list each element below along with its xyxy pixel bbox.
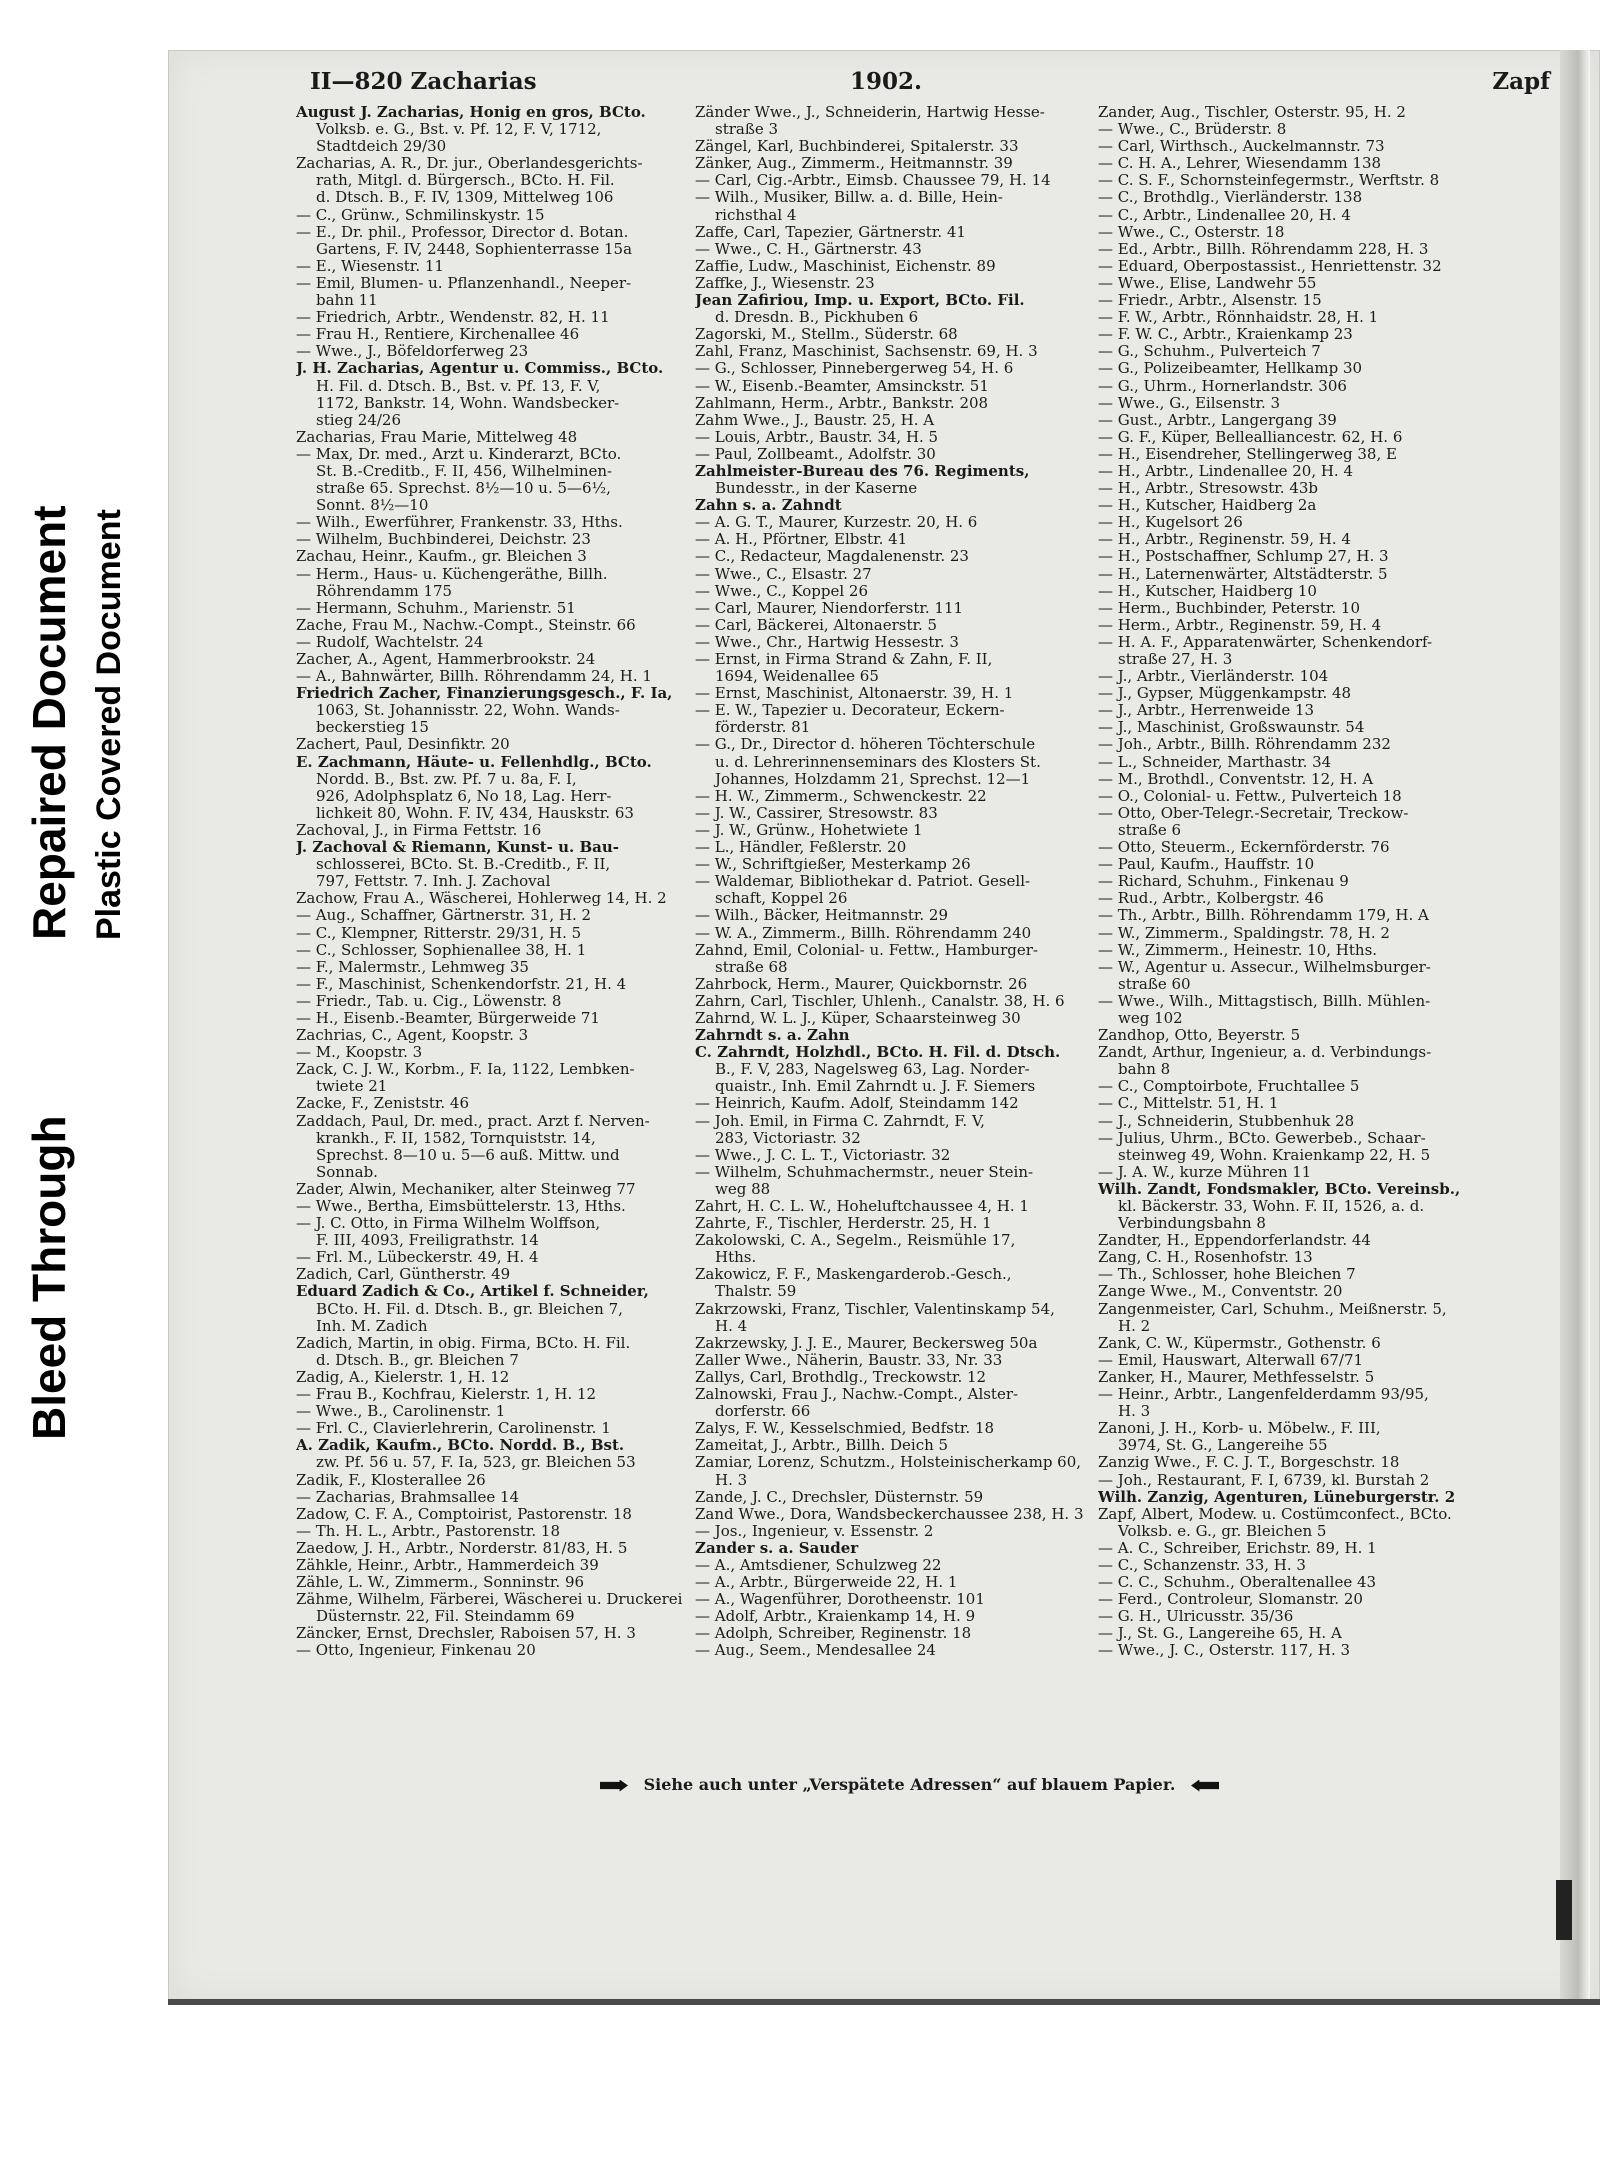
- directory-entry: — G. F., Küper, Bellealliancestr. 62, H. 6: [1098, 428, 1403, 446]
- directory-entry: — Wwe., C., Brüderstr. 8: [1098, 121, 1287, 139]
- directory-entry: — M., Koopstr. 3: [296, 1044, 423, 1062]
- directory-entry: — Max, Dr. med., Arzt u. Kinderarzt, BCto.: [296, 445, 622, 463]
- directory-entry: — Aug., Schaffner, Gärtnerstr. 31, H. 2: [296, 907, 592, 925]
- header-right: Zapf: [1492, 68, 1550, 95]
- directory-entry: Zaffke, J., Wiesenstr. 23: [695, 274, 875, 292]
- directory-entry: Zacharias, Frau Marie, Mittelweg 48: [296, 428, 578, 446]
- directory-entry: Zahn s. a. Zahndt: [695, 497, 842, 515]
- directory-entry: — A., Wagenführer, Dorotheenstr. 101: [695, 1591, 985, 1609]
- header-left: II—820 Zacharias: [310, 68, 537, 95]
- directory-entry: 1063, St. Johannisstr. 22, Wohn. Wands-: [316, 702, 620, 720]
- directory-entry: — Gust., Arbtr., Langergang 39: [1098, 411, 1337, 429]
- directory-entry: Zanoni, J. H., Korb- u. Möbelw., F. III,: [1098, 1420, 1381, 1438]
- directory-entry: Zahrn, Carl, Tischler, Uhlenh., Canalstr. 38, H. 6: [695, 992, 1065, 1010]
- directory-entry: Zaffe, Carl, Tapezier, Gärtnerstr. 41: [695, 223, 966, 241]
- directory-entry: — F., Maschinist, Schenkendorfstr. 21, H. 4: [296, 975, 627, 993]
- directory-entry: — L., Händler, Feßlerstr. 20: [695, 839, 907, 857]
- directory-entry: — Wwe., B., Carolinenstr. 1: [296, 1403, 506, 1421]
- directory-entry: Inh. M. Zadich: [316, 1317, 428, 1335]
- directory-entry: — J., St. G., Langereihe 65, H. A: [1098, 1625, 1342, 1643]
- directory-entry: Zadow, C. F. A., Comptoirist, Pastorenstr. 18: [296, 1505, 632, 1523]
- directory-entry: BCto. H. Fil. d. Dtsch. B., gr. Bleichen 7,: [316, 1300, 623, 1318]
- pointing-hand-icon: [1191, 1780, 1219, 1792]
- directory-entry: — C. H. A., Lehrer, Wiesendamm 138: [1098, 155, 1382, 173]
- directory-entry: kl. Bäckerstr. 33, Wohn. F. II, 1526, a. d.: [1118, 1198, 1425, 1215]
- directory-entry: Zand Wwe., Dora, Wandsbeckerchaussee 238, H. 3: [695, 1505, 1084, 1523]
- directory-entry: — H., Kutscher, Haidberg 10: [1098, 582, 1317, 600]
- directory-entry: Zachert, Paul, Desinfiktr. 20: [296, 736, 510, 754]
- directory-entry: — Aug., Seem., Mendesallee 24: [695, 1642, 936, 1660]
- directory-entry: — F. W. C., Arbtr., Kraienkamp 23: [1098, 326, 1353, 344]
- directory-entry: Zaddach, Paul, Dr. med., pract. Arzt f. Nerven-: [296, 1112, 650, 1130]
- directory-entry: Zähle, L. W., Zimmerm., Sonninstr. 96: [296, 1574, 585, 1592]
- directory-entry: — Wwe., J. C. L. T., Victoriastr. 32: [695, 1146, 951, 1164]
- directory-entry: Sprechst. 8—10 u. 5—6 auß. Mittw. und: [316, 1146, 620, 1164]
- directory-entry: — W., Eisenb.-Beamter, Amsinckstr. 51: [695, 377, 989, 395]
- directory-entry: — Th. H. L., Arbtr., Pastorenstr. 18: [296, 1522, 561, 1540]
- directory-entry: — C. C., Schuhm., Oberaltenallee 43: [1098, 1574, 1377, 1592]
- directory-entry: Wilh. Zanzig, Agenturen, Lüneburgerstr. 2: [1098, 1488, 1456, 1506]
- directory-entry: — Wilhelm, Buchbinderei, Deichstr. 23: [296, 531, 591, 549]
- directory-entry: Röhrendamm 175: [316, 582, 453, 600]
- directory-entry: Thalstr. 59: [715, 1283, 797, 1301]
- directory-entry: Zachrias, C., Agent, Koopstr. 3: [296, 1027, 529, 1045]
- directory-entry: — C., Schanzenstr. 33, H. 3: [1098, 1556, 1306, 1574]
- directory-entry: — H., Eisendreher, Stellingerweg 38, E: [1098, 445, 1397, 463]
- directory-entry: zw. Pf. 56 u. 57, F. Ia, 523, gr. Bleichen 53: [316, 1454, 636, 1472]
- directory-entry: Eduard Zadich & Co., Artikel f. Schneider,: [296, 1283, 649, 1301]
- directory-entry: — Frau H., Rentiere, Kirchenallee 46: [296, 326, 580, 344]
- directory-entry: — J. C. Otto, in Firma Wilhelm Wolffson,: [296, 1215, 601, 1233]
- directory-entry: Jean Zafiriou, Imp. u. Export, BCto. Fil.: [695, 292, 1025, 310]
- directory-entry: — A., Bahnwärter, Billh. Röhrendamm 24, H. 1: [296, 668, 652, 686]
- directory-entry: Zaedow, J. H., Arbtr., Norderstr. 81/83, H. 5: [296, 1539, 628, 1557]
- directory-entry: — Jos., Ingenieur, v. Essenstr. 2: [695, 1522, 934, 1540]
- directory-entry: — J., Schneiderin, Stubbenhuk 28: [1098, 1112, 1355, 1130]
- directory-entry: Zahl, Franz, Maschinist, Sachsenstr. 69, H. 3: [695, 343, 1038, 361]
- directory-entry: Zanzig Wwe., F. C. J. T., Borgeschstr. 18: [1098, 1454, 1400, 1472]
- directory-entry: — H. A. F., Apparatenwärter, Schenkendorf-: [1098, 633, 1433, 651]
- directory-entry: Gartens, F. IV, 2448, Sophienterrasse 15a: [316, 240, 633, 258]
- directory-entry: Johannes, Holzdamm 21, Sprechst. 12—1: [715, 770, 1031, 788]
- directory-entry: — Zacharias, Brahmsallee 14: [296, 1488, 520, 1506]
- directory-entry: — W. A., Zimmerm., Billh. Röhrendamm 240: [695, 924, 1032, 942]
- directory-entry: — F., Malermstr., Lehmweg 35: [296, 958, 529, 976]
- directory-entry: J. H. Zacharias, Agentur u. Commiss., BCto.: [296, 360, 664, 378]
- directory-entry: — G., Schuhm., Pulverteich 7: [1098, 343, 1321, 361]
- directory-entry: — Wwe., C., Osterstr. 18: [1098, 223, 1285, 241]
- directory-entry: weg 102: [1118, 1009, 1183, 1027]
- directory-entry: — H., Kugelsort 26: [1098, 514, 1243, 532]
- directory-entry: Zapf, Albert, Modew. u. Costümconfect., BCto.: [1098, 1505, 1452, 1523]
- directory-entry: Zahrndt s. a. Zahn: [695, 1027, 850, 1045]
- directory-entry: straße 65. Sprechst. 8½—10 u. 5—6½,: [316, 480, 611, 498]
- directory-entry: H. 2: [1118, 1317, 1151, 1335]
- directory-entry: Zallys, Carl, Brothdlg., Treckowstr. 12: [695, 1368, 987, 1386]
- directory-entry: Zänder Wwe., J., Schneiderin, Hartwig Hesse-: [695, 104, 1045, 121]
- directory-entry: A. Zadik, Kaufm., BCto. Nordd. B., Bst.: [296, 1437, 625, 1455]
- directory-entry: Zängel, Karl, Buchbinderei, Spitalerstr. 33: [695, 138, 1019, 156]
- directory-entry: — Wwe., J. C., Osterstr. 117, H. 3: [1098, 1642, 1351, 1660]
- bleed-through-label: Bleed Through: [23, 1115, 75, 1440]
- directory-entry: — Wwe., C. H., Gärtnerstr. 43: [695, 240, 922, 258]
- directory-entry: H. 3: [715, 1471, 748, 1489]
- directory-entry: E. Zachmann, Häute- u. Fellenhdlg., BCto.: [296, 753, 652, 771]
- directory-entry: — Wwe., C., Koppel 26: [695, 582, 869, 600]
- directory-entry: bahn 8: [1118, 1061, 1171, 1079]
- directory-entry: — J. A. W., kurze Mühren 11: [1098, 1163, 1312, 1181]
- directory-entry: — Joh., Restaurant, F. I, 6739, kl. Burstah 2: [1098, 1471, 1430, 1489]
- directory-entry: — G., Schlosser, Pinnebergerweg 54, H. 6: [695, 360, 1014, 378]
- directory-entry: H. 4: [715, 1317, 748, 1335]
- directory-entry: — A. H., Pförtner, Elbstr. 41: [695, 531, 908, 549]
- document-condition-labels: [0, 430, 160, 1480]
- directory-entry: — J. W., Cassirer, Stresowstr. 83: [695, 804, 938, 822]
- directory-entry: Zäncker, Ernst, Drechsler, Raboisen 57, H. 3: [296, 1625, 636, 1643]
- directory-entry: — Th., Schlosser, hohe Bleichen 7: [1098, 1266, 1356, 1284]
- directory-entry: schaft, Koppel 26: [715, 890, 848, 908]
- directory-entry: — Herm., Buchbinder, Peterstr. 10: [1098, 599, 1361, 617]
- directory-entry: — F. W., Arbtr., Rönnhaidstr. 28, H. 1: [1098, 309, 1379, 327]
- directory-entry: — Otto, Ober-Telegr.-Secretair, Treckow-: [1098, 804, 1409, 822]
- directory-entry: Zahlmeister-Bureau des 76. Regiments,: [695, 462, 1030, 480]
- directory-entry: lichkeit 80, Wohn. F. IV, 434, Hauskstr. 63: [316, 804, 634, 822]
- directory-entry: B., F. V, 283, Nagelsweg 63, Lag. Norder-: [715, 1061, 1030, 1079]
- directory-entry: — Carl, Wirthsch., Auckelmannstr. 73: [1098, 138, 1385, 156]
- directory-entry: — H., Postschaffner, Schlump 27, H. 3: [1098, 548, 1389, 566]
- directory-entry: — Wwe., Chr., Hartwig Hessestr. 3: [695, 633, 959, 651]
- directory-entry: — Wilh., Ewerführer, Frankenstr. 33, Hths.: [296, 514, 623, 532]
- directory-entry: Zaffie, Ludw., Maschinist, Eichenstr. 89: [695, 257, 996, 275]
- directory-entry: — L., Schneider, Marthastr. 34: [1098, 753, 1332, 771]
- directory-entry: August J. Zacharias, Honig en gros, BCto.: [296, 104, 646, 121]
- directory-entry: — G., Polizeibeamter, Hellkamp 30: [1098, 360, 1363, 378]
- directory-entry: Bundesstr., in der Kaserne: [715, 480, 918, 498]
- directory-entry: Düsternstr. 22, Fil. Steindamm 69: [316, 1608, 575, 1626]
- directory-entry: — Hermann, Schuhm., Marienstr. 51: [296, 599, 576, 617]
- directory-entry: Zange Wwe., M., Conventstr. 20: [1098, 1283, 1343, 1301]
- directory-entry: quaistr., Inh. Emil Zahrndt u. J. F. Siemers: [715, 1078, 1036, 1096]
- directory-entry: förderstr. 81: [715, 719, 811, 737]
- directory-entry: — Frl. M., Lübeckerstr. 49, H. 4: [296, 1249, 539, 1267]
- directory-entry: Zalys, F. W., Kesselschmied, Bedfstr. 18: [695, 1420, 995, 1438]
- directory-entry: Zande, J. C., Drechsler, Düsternstr. 59: [695, 1488, 984, 1506]
- directory-entry: — Friedr., Arbtr., Alsenstr. 15: [1098, 292, 1322, 310]
- directory-entry: straße 6: [1118, 821, 1182, 839]
- directory-entry: — Carl, Cig.-Arbtr., Eimsb. Chaussee 79, H. 14: [695, 172, 1051, 190]
- directory-entry: 1694, Weidenallee 65: [715, 668, 879, 686]
- directory-entry: Zachoval, J., in Firma Fettstr. 16: [296, 821, 542, 839]
- directory-entry: — Herm., Arbtr., Reginenstr. 59, H. 4: [1098, 616, 1382, 634]
- directory-entry: weg 88: [715, 1180, 771, 1198]
- directory-entry: — Ernst, in Firma Strand & Zahn, F. II,: [695, 651, 993, 668]
- directory-entry: — A. C., Schreiber, Erichstr. 89, H. 1: [1098, 1539, 1377, 1557]
- directory-entry: schlosserei, BCto. St. B.-Creditb., F. II,: [316, 856, 611, 874]
- directory-entry: — C., Klempner, Ritterstr. 29/31, H. 5: [296, 924, 582, 942]
- directory-entry: Zahrte, F., Tischler, Herderstr. 25, H. 1: [695, 1215, 992, 1233]
- directory-entry: — H., Arbtr., Stresowstr. 43b: [1098, 480, 1319, 498]
- directory-entry: — Louis, Arbtr., Baustr. 34, H. 5: [695, 428, 939, 446]
- directory-entry: Zamiar, Lorenz, Schutzm., Holsteinischerkamp 60,: [695, 1454, 1082, 1472]
- directory-entry: — Julius, Uhrm., BCto. Gewerbeb., Schaar-: [1098, 1129, 1426, 1147]
- directory-entry: dorferstr. 66: [715, 1403, 811, 1421]
- directory-entry: Zahnd, Emil, Colonial- u. Fettw., Hamburger-: [695, 941, 1038, 959]
- page-right-edge: [1560, 50, 1590, 2000]
- directory-entry: straße 60: [1118, 975, 1191, 993]
- directory-entry: — Eduard, Oberpostassist., Henriettenstr. 32: [1098, 257, 1442, 275]
- directory-entry: — E., Dr. phil., Professor, Director d. Botan.: [296, 223, 629, 241]
- directory-entry: — Waldemar, Bibliothekar d. Patriot. Gesell-: [695, 873, 1031, 891]
- directory-entry: Zadig, A., Kielerstr. 1, H. 12: [296, 1368, 510, 1386]
- directory-entry: Zahlmann, Herm., Arbtr., Bankstr. 208: [695, 394, 989, 412]
- directory-entry: — Paul, Kaufm., Hauffstr. 10: [1098, 856, 1315, 874]
- directory-entry: — Ed., Arbtr., Billh. Röhrendamm 228, H. 3: [1098, 240, 1429, 258]
- directory-entry: H. Fil. d. Dtsch. B., Bst. v. Pf. 13, F. V,: [316, 377, 601, 395]
- directory-entry: Zänker, Aug., Zimmerm., Heitmannstr. 39: [695, 155, 1013, 173]
- directory-entry: Zandter, H., Eppendorferlandstr. 44: [1098, 1232, 1371, 1250]
- directory-entry: Zahm Wwe., J., Baustr. 25, H. A: [695, 411, 935, 429]
- directory-entry: — Rudolf, Wachtelstr. 24: [296, 633, 484, 651]
- directory-entry: — J., Arbtr., Vierländerstr. 104: [1098, 668, 1329, 686]
- directory-entry: C. Zahrndt, Holzhdl., BCto. H. Fil. d. Dtsch.: [695, 1044, 1061, 1062]
- directory-entry: — Th., Arbtr., Billh. Röhrendamm 179, H. A: [1098, 907, 1429, 925]
- directory-entry: — W., Zimmerm., Spaldingstr. 78, H. 2: [1098, 924, 1390, 942]
- repaired-document-label: Repaired Document: [23, 505, 75, 940]
- directory-entry: — Wwe., J., Böfeldorferweg 23: [296, 343, 529, 361]
- directory-entry: Sonnab.: [316, 1163, 378, 1181]
- directory-entry: Zadich, Carl, Güntherstr. 49: [296, 1266, 511, 1284]
- directory-entry: — C., Brothdlg., Vierländerstr. 138: [1098, 189, 1363, 207]
- directory-column-3: [1098, 104, 1550, 1660]
- directory-entry: — Wwe., Bertha, Eimsbüttelerstr. 13, Hths.: [296, 1198, 626, 1215]
- directory-entry: — Heinr., Arbtr., Langenfelderdamm 93/95,: [1098, 1386, 1429, 1404]
- directory-entry: — W., Agentur u. Assecur., Wilhelmsburger-: [1098, 958, 1431, 976]
- directory-entry: d. Dtsch. B., gr. Bleichen 7: [316, 1351, 519, 1369]
- directory-entry: Zakolowski, C. A., Segelm., Reismühle 17,: [695, 1232, 1016, 1250]
- directory-entry: Zadich, Martin, in obig. Firma, BCto. H. Fil.: [296, 1334, 631, 1352]
- directory-entry: — A., Arbtr., Bürgerweide 22, H. 1: [695, 1574, 958, 1592]
- directory-entry: Zahrnd, W. L. J., Küper, Schaarsteinweg 30: [695, 1009, 1021, 1027]
- directory-entry: — Otto, Ingenieur, Finkenau 20: [296, 1642, 536, 1660]
- directory-entry: straße 3: [715, 121, 779, 139]
- directory-entry: — C., Redacteur, Magdalenenstr. 23: [695, 548, 969, 566]
- directory-entry: — Wilhelm, Schuhmachermstr., neuer Stein-: [695, 1163, 1034, 1181]
- directory-entry: Zank, C. W., Küpermstr., Gothenstr. 6: [1098, 1334, 1381, 1352]
- directory-entry: — Carl, Maurer, Niendorferstr. 111: [695, 599, 964, 617]
- header-year: 1902.: [850, 68, 923, 95]
- directory-entry: — A., Amtsdiener, Schulzweg 22: [695, 1556, 942, 1574]
- directory-entry: H. 3: [1118, 1403, 1151, 1421]
- directory-entry: — Wwe., Wilh., Mittagstisch, Billh. Mühlen-: [1098, 992, 1431, 1010]
- directory-entry: Zachau, Heinr., Kaufm., gr. Bleichen 3: [296, 548, 587, 566]
- directory-entry: twiete 21: [316, 1078, 388, 1096]
- directory-entry: krankh., F. II, 1582, Tornquiststr. 14,: [316, 1129, 596, 1147]
- directory-entry: Zangenmeister, Carl, Schuhm., Meißnerstr. 5,: [1098, 1300, 1447, 1318]
- directory-entry: Zandt, Arthur, Ingenieur, a. d. Verbindungs-: [1098, 1044, 1432, 1062]
- directory-entry: J. Zachoval & Riemann, Kunst- u. Bau-: [296, 839, 619, 857]
- directory-entry: — Emil, Blumen- u. Pflanzenhandl., Neeper-: [296, 274, 632, 292]
- directory-entry: Zagorski, M., Stellm., Süderstr. 68: [695, 326, 958, 344]
- directory-entry: Zähkle, Heinr., Arbtr., Hammerdeich 39: [296, 1556, 599, 1574]
- directory-entry: — E., Wiesenstr. 11: [296, 257, 444, 275]
- directory-entry: 926, Adolphsplatz 6, No 18, Lag. Herr-: [316, 787, 612, 805]
- directory-entry: Zander s. a. Sauder: [695, 1539, 859, 1557]
- directory-entry: Zakrzewsky, J. J. E., Maurer, Beckersweg 50a: [695, 1334, 1038, 1352]
- directory-entry: richsthal 4: [715, 206, 797, 224]
- directory-entry: Sonnt. 8½—10: [316, 497, 429, 515]
- directory-entry: — Wwe., Elise, Landwehr 55: [1098, 274, 1317, 292]
- directory-entry: straße 68: [715, 958, 788, 976]
- directory-entry: — H., Kutscher, Haidberg 2a: [1098, 497, 1317, 515]
- directory-entry: — Joh., Arbtr., Billh. Röhrendamm 232: [1098, 736, 1391, 754]
- directory-entry: — Friedr., Tab. u. Cig., Löwenstr. 8: [296, 992, 562, 1010]
- directory-entry: steinweg 49, Wohn. Kraienkamp 22, H. 5: [1118, 1146, 1431, 1164]
- directory-entry: — C., Comptoirbote, Fruchtallee 5: [1098, 1078, 1360, 1096]
- directory-entry: Zaller Wwe., Näherin, Baustr. 33, Nr. 33: [695, 1351, 1003, 1369]
- directory-entry: Zader, Alwin, Mechaniker, alter Steinweg 77: [296, 1180, 636, 1198]
- page-header: [310, 64, 1550, 104]
- directory-entry: Nordd. B., Bst. zw. Pf. 7 u. 8a, F. I,: [316, 770, 577, 788]
- directory-entry: 1172, Bankstr. 14, Wohn. Wandsbecker-: [316, 394, 620, 412]
- plastic-covered-label: Plastic Covered Document: [90, 509, 128, 940]
- directory-entry: Zachow, Frau A., Wäscherei, Hohlerweg 14, H. 2: [296, 890, 667, 908]
- directory-entry: Zadik, F., Klosterallee 26: [296, 1471, 486, 1489]
- directory-entry: — G. H., Ulricusstr. 35/36: [1098, 1608, 1294, 1626]
- directory-entry: — C. S. F., Schornsteinfegermstr., Werftstr. 8: [1098, 172, 1440, 190]
- directory-entry: — O., Colonial- u. Fettw., Pulverteich 18: [1098, 787, 1402, 805]
- directory-entry: — Paul, Zollbeamt., Adolfstr. 30: [695, 445, 936, 463]
- binding-mark: [1556, 1880, 1572, 1940]
- directory-entry: St. B.-Creditb., F. II, 456, Wilhelminen-: [316, 462, 613, 480]
- directory-entry: — Ernst, Maschinist, Altonaerstr. 39, H. 1: [695, 685, 1014, 703]
- directory-entry: — Joh. Emil, in Firma C. Zahrndt, F. V,: [695, 1112, 985, 1130]
- directory-entry: 283, Victoriastr. 32: [715, 1129, 861, 1147]
- directory-entry: — H., Eisenb.-Beamter, Bürgerweide 71: [296, 1009, 600, 1027]
- directory-entry: — Herm., Haus- u. Küchengeräthe, Billh.: [296, 565, 608, 583]
- directory-entry: Zalnowski, Frau J., Nachw.-Compt., Alster-: [695, 1386, 1019, 1404]
- directory-entry: — H. W., Zimmerm., Schwenckestr. 22: [695, 787, 987, 805]
- directory-entry: stieg 24/26: [316, 411, 401, 429]
- directory-entry: — J., Arbtr., Herrenweide 13: [1098, 702, 1315, 720]
- pointing-hand-icon: [600, 1780, 628, 1792]
- directory-entry: rath, Mitgl. d. Bürgersch., BCto. H. Fil.: [316, 172, 615, 190]
- directory-entry: Volksb. e. G., gr. Bleichen 5: [1118, 1522, 1327, 1540]
- directory-entry: — C., Grünw., Schmilinskystr. 15: [296, 206, 545, 224]
- directory-entry: 3974, St. G., Langereihe 55: [1118, 1437, 1328, 1455]
- directory-entry: F. III, 4093, Freiligrathstr. 14: [316, 1232, 539, 1250]
- directory-column-1: [296, 104, 686, 1660]
- directory-entry: Zache, Frau M., Nachw.-Compt., Steinstr. 66: [296, 616, 636, 634]
- directory-entry: — Frau B., Kochfrau, Kielerstr. 1, H. 12: [296, 1386, 597, 1404]
- directory-entry: — Heinrich, Kaufm. Adolf, Steindamm 142: [695, 1095, 1019, 1113]
- directory-entry: — G., Dr., Director d. höheren Töchterschule: [695, 736, 1036, 754]
- directory-entry: — Rud., Arbtr., Kolbergstr. 46: [1098, 890, 1324, 908]
- directory-entry: d. Dresdn. B., Pickhuben 6: [715, 309, 919, 327]
- directory-entry: — J. W., Grünw., Hohetwiete 1: [695, 821, 923, 839]
- directory-entry: — C., Arbtr., Lindenallee 20, H. 4: [1098, 206, 1351, 224]
- directory-entry: — Friedrich, Arbtr., Wendenstr. 82, H. 11: [296, 309, 610, 327]
- directory-entry: — Frl. C., Clavierlehrerin, Carolinenstr. 1: [296, 1420, 611, 1438]
- directory-entry: Volksb. e. G., Bst. v. Pf. 12, F. V, 1712,: [316, 121, 602, 139]
- directory-entry: — W., Schriftgießer, Mesterkamp 26: [695, 856, 971, 874]
- directory-entry: beckerstieg 15: [316, 719, 429, 737]
- directory-entry: — J., Maschinist, Großswaunstr. 54: [1098, 719, 1365, 737]
- directory-entry: — Wwe., G., Eilsenstr. 3: [1098, 394, 1281, 412]
- directory-entry: Stadtdeich 29/30: [316, 138, 447, 156]
- directory-entry: Friedrich Zacher, Finanzierungsgesch., F. Ia,: [296, 685, 673, 703]
- directory-entry: bahn 11: [316, 292, 378, 310]
- directory-entry: d. Dtsch. B., F. IV, 1309, Mittelweg 106: [316, 189, 614, 207]
- directory-entry: — A. G. T., Maurer, Kurzestr. 20, H. 6: [695, 514, 978, 532]
- directory-entry: — H., Laternenwärter, Altstädterstr. 5: [1098, 565, 1388, 583]
- directory-entry: — Wilh., Musiker, Billw. a. d. Bille, Hein-: [695, 189, 1003, 207]
- directory-entry: — C., Mittelstr. 51, H. 1: [1098, 1095, 1279, 1113]
- directory-entry: Zacher, A., Agent, Hammerbrookstr. 24: [296, 651, 596, 668]
- footer-note: [590, 1775, 1229, 1794]
- directory-entry: — M., Brothdl., Conventstr. 12, H. A: [1098, 770, 1374, 788]
- directory-entry: Zakrzowski, Franz, Tischler, Valentinskamp 54,: [695, 1300, 1055, 1318]
- directory-entry: — H., Arbtr., Reginenstr. 59, H. 4: [1098, 531, 1351, 549]
- directory-entry: Zacke, F., Zeniststr. 46: [296, 1095, 469, 1113]
- directory-entry: — E. W., Tapezier u. Decorateur, Eckern-: [695, 702, 1005, 720]
- directory-entry: — Adolf, Arbtr., Kraienkamp 14, H. 9: [695, 1608, 976, 1626]
- directory-entry: — Ferd., Controleur, Slomanstr. 20: [1098, 1591, 1363, 1609]
- directory-entry: — W., Zimmerm., Heinestr. 10, Hths.: [1098, 941, 1378, 959]
- directory-entry: — C., Schlosser, Sophienallee 38, H. 1: [296, 941, 587, 959]
- directory-entry: Zanker, H., Maurer, Methfesselstr. 5: [1098, 1368, 1375, 1386]
- directory-entry: — J., Gypser, Müggenkampstr. 48: [1098, 685, 1352, 703]
- directory-entry: — Richard, Schuhm., Finkenau 9: [1098, 873, 1349, 891]
- directory-entry: Zameitat, J., Arbtr., Billh. Deich 5: [695, 1437, 949, 1455]
- directory-entry: Wilh. Zandt, Fondsmakler, BCto. Vereinsb.,: [1098, 1180, 1461, 1198]
- scan-bottom-edge: [168, 1999, 1600, 2005]
- directory-entry: — Wilh., Bäcker, Heitmannstr. 29: [695, 907, 949, 925]
- directory-entry: Hths.: [715, 1249, 757, 1267]
- directory-column-2: [695, 104, 1091, 1660]
- directory-entry: Zacharias, A. R., Dr. jur., Oberlandesgerichts-: [296, 155, 643, 173]
- directory-entry: — Adolph, Schreiber, Reginenstr. 18: [695, 1625, 972, 1643]
- directory-entry: Zack, C. J. W., Korbm., F. Ia, 1122, Lembken-: [296, 1061, 635, 1079]
- directory-entry: — H., Arbtr., Lindenallee 20, H. 4: [1098, 462, 1354, 480]
- directory-entry: — Carl, Bäckerei, Altonaerstr. 5: [695, 616, 938, 634]
- directory-entry: — Emil, Hauswart, Alterwall 67/71: [1098, 1351, 1364, 1369]
- directory-entry: Zahrbock, Herm., Maurer, Quickbornstr. 26: [695, 975, 1028, 993]
- directory-entry: — Otto, Steuerm., Eckernförderstr. 76: [1098, 839, 1390, 857]
- directory-entry: Zang, C. H., Rosenhofstr. 13: [1098, 1249, 1313, 1267]
- directory-entry: Zakowicz, F. F., Maskengarderob.-Gesch.,: [695, 1266, 1012, 1284]
- directory-entry: — Wwe., C., Elsastr. 27: [695, 565, 872, 583]
- directory-entry: Zahrt, H. C. L. W., Hoheluftchaussee 4, H. 1: [695, 1198, 1029, 1215]
- directory-entry: Zander, Aug., Tischler, Osterstr. 95, H. 2: [1098, 104, 1406, 121]
- directory-entry: u. d. Lehrerinnenseminars des Klosters St.: [715, 753, 1041, 771]
- directory-entry: Zandhop, Otto, Beyerstr. 5: [1098, 1027, 1301, 1045]
- footer-note-text: Siehe auch unter „Verspätete Adressen“ auf blauem Papier.: [643, 1775, 1176, 1794]
- directory-entry: straße 27, H. 3: [1118, 651, 1233, 668]
- directory-entry: Zähme, Wilhelm, Färberei, Wäscherei u. Druckerei: [296, 1591, 683, 1609]
- directory-entry: 797, Fettstr. 7. Inh. J. Zachoval: [316, 873, 551, 891]
- directory-entry: Verbindungsbahn 8: [1118, 1215, 1266, 1233]
- directory-entry: — G., Uhrm., Hornerlandstr. 306: [1098, 377, 1347, 395]
